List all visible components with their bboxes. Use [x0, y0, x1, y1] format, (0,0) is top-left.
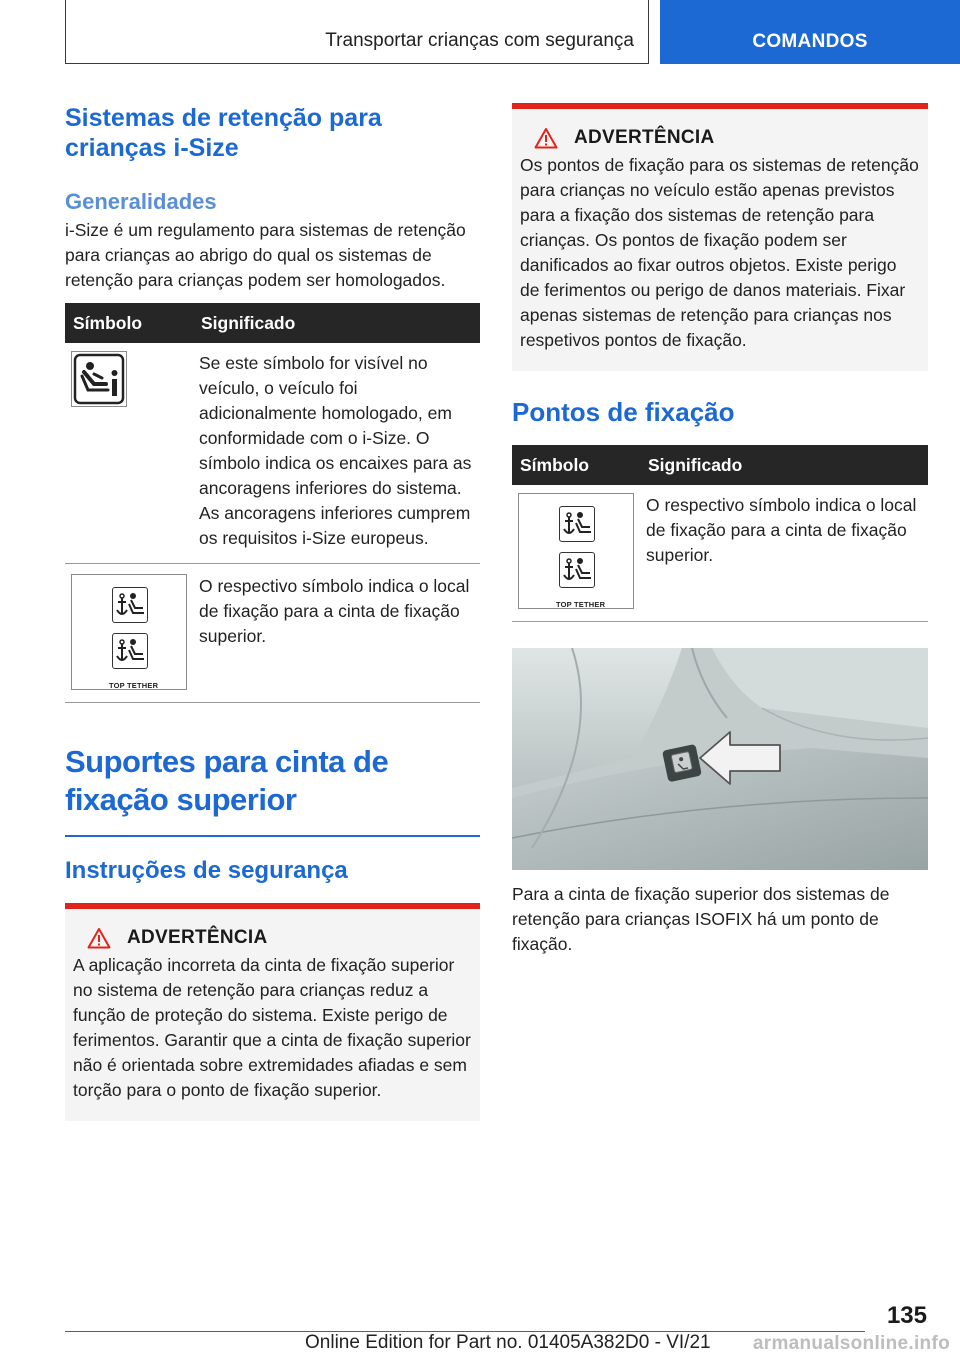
anchor-symbol-table — [512, 445, 928, 622]
anchor-points-heading: Pontos de fixação — [512, 397, 735, 427]
col-symbol-header: Símbolo — [65, 303, 193, 343]
tether-mounts-heading: Suportes para cinta de fixação superior — [65, 744, 389, 817]
isize-symbol-table — [65, 303, 480, 703]
warning-triangle-icon — [87, 927, 111, 949]
right-column — [512, 103, 928, 957]
isize-heading: Sistemas de retenção para crianças i-Size — [65, 104, 382, 162]
warning-box — [65, 903, 480, 1121]
warning-title: ADVERTÊNCIA — [574, 127, 715, 148]
col-meaning-header: Significado — [193, 303, 480, 343]
watermark-site: armanualsonline.info — [752, 1333, 950, 1354]
isize-child-seat-icon — [71, 351, 127, 407]
col-meaning-header: Significado — [640, 445, 928, 485]
col-symbol-header: Símbolo — [512, 445, 640, 485]
top-tether-label: TOP TETHER — [109, 681, 159, 690]
top-tether-icon — [71, 574, 187, 690]
isize-meaning-text: Se este símbolo for visível no veículo, o veículo foi adicionalmente homologado, em conformidade com o i-Size. O símbolo indica os encaixes para as ancoragens inferiores do sistema. As ancoragens inferiores cumprem os requisitos i-Size europeus. — [193, 343, 480, 564]
page-number: 135 — [886, 1302, 927, 1329]
warning-text: Os pontos de fixação para os sistemas de retenção para crianças no veículo estão apenas previstos para a fixação dos sistemas de retenção para crianças. Os pontos de fixação podem ser danificados ao fixar outros objetos. Existe perigo de ferimentos ou perigo de danos materiais. Fixar apenas sistemas de retenção para crianças nos respetivos pontos de fixação. — [520, 155, 919, 350]
warning-title: ADVERTÊNCIA — [127, 927, 268, 948]
anchor-seat-icon — [559, 506, 595, 542]
generalidades-heading: Generalidades — [65, 189, 217, 214]
table-row — [512, 485, 928, 622]
table-row — [65, 564, 480, 703]
left-column — [65, 103, 480, 1121]
tether-meaning-text: O respectivo símbolo indica o local de fixação para a cinta de fixação superior. — [193, 564, 480, 703]
anchor-seat-icon — [112, 633, 148, 669]
top-tether-label: TOP TETHER — [556, 600, 606, 609]
anchor-point-photo — [512, 648, 928, 870]
photo-caption: Para a cinta de fixação superior dos sistemas de retenção para crianças ISOFIX há um ponto de fixação. — [512, 884, 890, 954]
top-tether-icon — [518, 493, 634, 609]
section-tab[interactable] — [660, 0, 960, 64]
edition-text: Online Edition for Part no. 01405A382D0 - VI/21 — [305, 1332, 711, 1353]
chapter-header — [65, 0, 649, 64]
heading-rule — [65, 835, 480, 837]
warning-triangle-icon — [534, 127, 558, 149]
isize-intro: i-Size é um regulamento para sistemas de retenção para crianças ao abrigo do qual os sistemas de retenção para crianças podem ser homologados. — [65, 220, 466, 290]
table-row — [65, 343, 480, 564]
anchor-seat-icon — [559, 552, 595, 588]
anchor-seat-icon — [112, 587, 148, 623]
warning-box — [512, 103, 928, 371]
tether-meaning-text: O respectivo símbolo indica o local de fixação para a cinta de fixação superior. — [640, 485, 928, 622]
chapter-title: Transportar crianças com segurança — [325, 30, 634, 51]
warning-text: A aplicação incorreta da cinta de fixação superior no sistema de retenção para crianças reduz a função de proteção do sistema. Existe perigo de ferimentos. Garantir que a cinta de fixação superior não é orientada sobre extremidades afiadas e sem torção para o ponto de fixação superior. — [73, 955, 471, 1100]
safety-instructions-heading: Instruções de segurança — [65, 857, 348, 884]
section-title: COMANDOS — [752, 31, 868, 52]
